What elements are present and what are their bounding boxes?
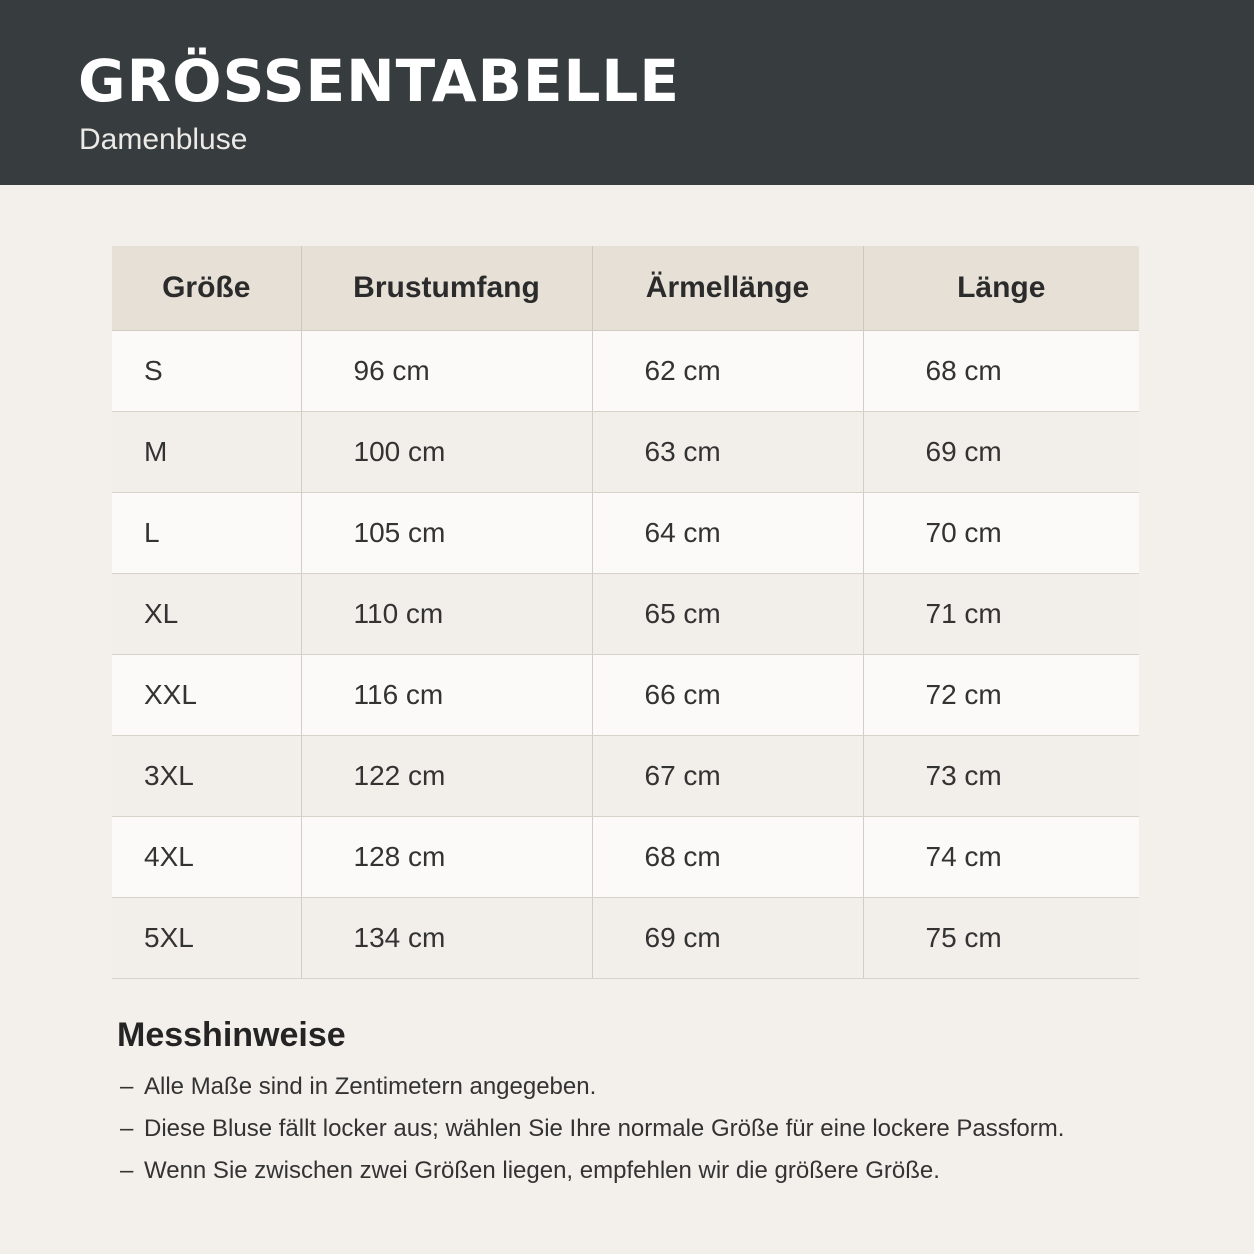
table-row [112,655,1139,736]
size-table [112,246,1139,979]
notes-list [120,1066,1064,1192]
list-item [120,1150,1064,1192]
table-row [112,817,1139,898]
cell-bust: 100 cm [301,412,592,493]
cell-size: XL [112,574,301,655]
page-title: GRÖSSENTABELLE [78,47,680,115]
table-row [112,736,1139,817]
column-header-length: Länge [863,246,1139,331]
cell-length: 69 cm [863,412,1139,493]
table-header-row [112,246,1139,331]
cell-size: M [112,412,301,493]
column-header-bust: Brustumfang [301,246,592,331]
cell-bust: 116 cm [301,655,592,736]
cell-length: 72 cm [863,655,1139,736]
cell-length: 73 cm [863,736,1139,817]
cell-bust: 110 cm [301,574,592,655]
cell-sleeve: 64 cm [592,493,863,574]
bullet-dash: – [120,1073,134,1100]
notes-title: Messhinweise [117,1016,346,1054]
note-text: Wenn Sie zwischen zwei Größen liegen, empfehlen wir die größere Größe. [144,1157,940,1184]
page-header [0,0,1254,185]
cell-bust: 105 cm [301,493,592,574]
bullet-dash: – [120,1157,134,1184]
cell-bust: 122 cm [301,736,592,817]
table-row [112,331,1139,412]
column-header-size: Größe [112,246,301,331]
cell-bust: 128 cm [301,817,592,898]
table-row [112,493,1139,574]
cell-size: XXL [112,655,301,736]
cell-sleeve: 66 cm [592,655,863,736]
cell-bust: 96 cm [301,331,592,412]
column-header-sleeve: Ärmellänge [592,246,863,331]
bullet-dash: – [120,1115,134,1142]
cell-size: S [112,331,301,412]
cell-size: 3XL [112,736,301,817]
cell-length: 71 cm [863,574,1139,655]
note-text: Diese Bluse fällt locker aus; wählen Sie Ihre normale Größe für eine lockere Passform. [144,1115,1065,1142]
cell-length: 70 cm [863,493,1139,574]
cell-sleeve: 67 cm [592,736,863,817]
table-row [112,898,1139,979]
cell-sleeve: 69 cm [592,898,863,979]
table-row [112,412,1139,493]
cell-sleeve: 63 cm [592,412,863,493]
cell-sleeve: 68 cm [592,817,863,898]
cell-sleeve: 65 cm [592,574,863,655]
cell-size: 4XL [112,817,301,898]
cell-length: 75 cm [863,898,1139,979]
cell-sleeve: 62 cm [592,331,863,412]
cell-size: 5XL [112,898,301,979]
list-item [120,1108,1064,1150]
cell-length: 68 cm [863,331,1139,412]
list-item [120,1066,1064,1108]
table-row [112,574,1139,655]
page-subtitle: Damenbluse [79,123,248,156]
cell-size: L [112,493,301,574]
note-text: Alle Maße sind in Zentimetern angegeben. [144,1073,597,1100]
cell-length: 74 cm [863,817,1139,898]
cell-bust: 134 cm [301,898,592,979]
